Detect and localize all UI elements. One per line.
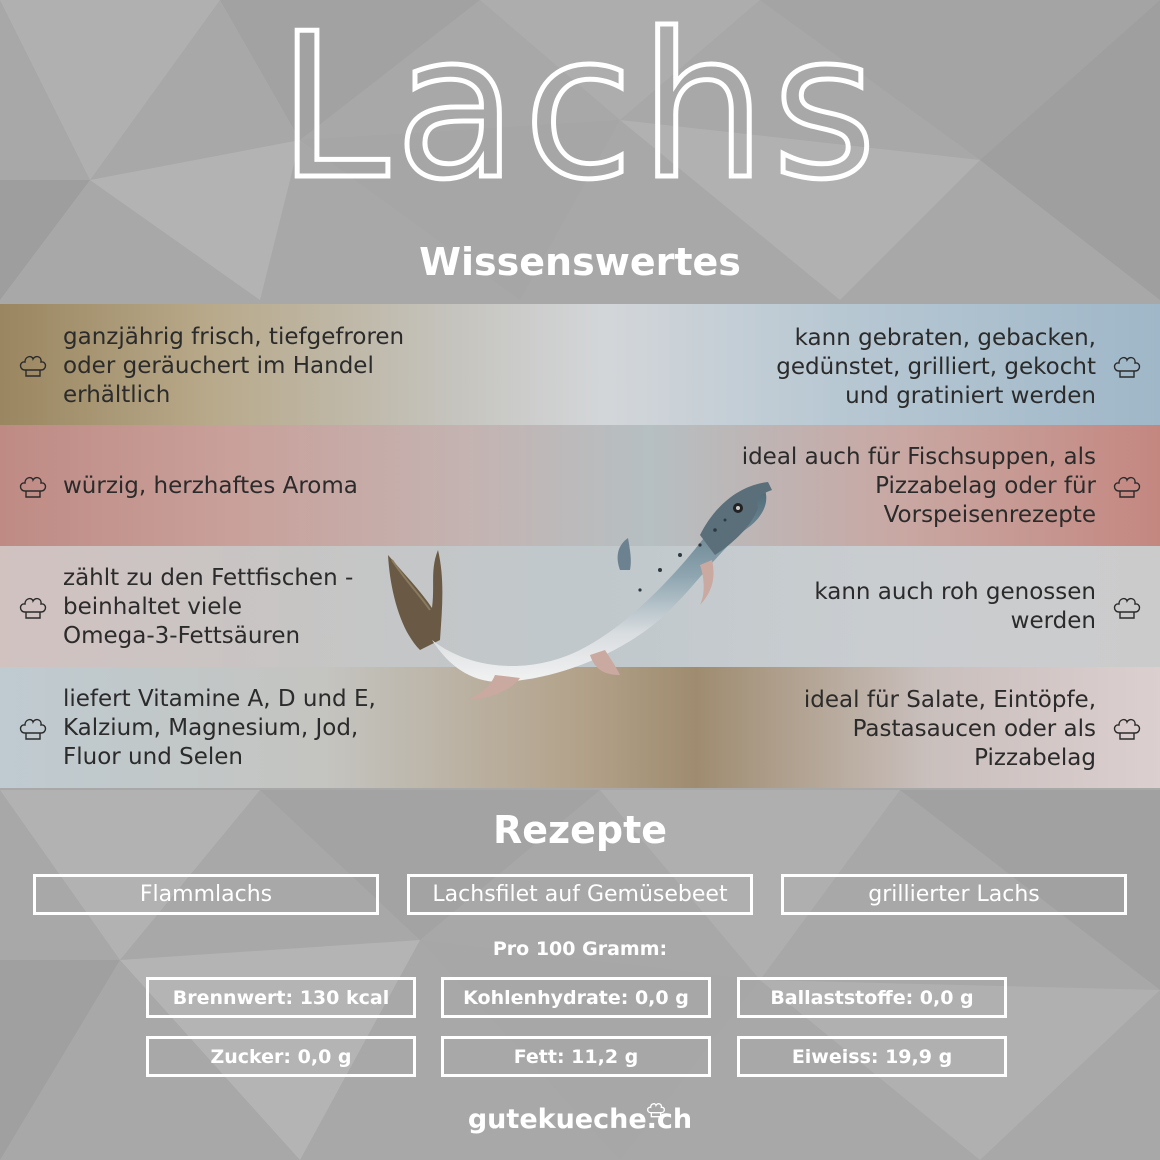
nutrition-title: Pro 100 Gramm: [492,938,668,960]
brand-logo-text: gutekueche.ch [467,1104,693,1135]
fact-left-1: ganzjährig frisch, tiefgefroren oder geräuchert im Handel erhältlich [63,324,405,408]
chef-hat-icon [1112,716,1142,742]
fact-left-2: würzig, herzhaftes Aroma [63,473,358,499]
recipe-button-flammlachs[interactable]: Flammlachs [33,874,379,915]
recipe-button-lachsfilet[interactable]: Lachsfilet auf Gemüsebeet [407,874,753,915]
nutrition-eiweiss: Eiweiss: 19,9 g [737,1036,1007,1077]
chef-hat-icon [1112,595,1142,621]
nutrition-brennwert: Brennwert: 130 kcal [146,977,416,1018]
fact-left-3: zählt zu den Fettfischen - beinhaltet viele Omega-3-Fettsäuren [63,565,354,649]
chef-hat-icon [18,474,48,500]
chef-hat-icon [646,1101,666,1119]
nutrition-zucker: Zucker: 0,0 g [146,1036,416,1077]
chef-hat-icon [18,353,48,379]
chef-hat-icon [18,595,48,621]
recipe-button-grillierter-lachs[interactable]: grillierter Lachs [781,874,1127,915]
fact-right-2: ideal auch für Fischsuppen, als Pizzabelag oder für Vorspeisenrezepte [741,444,1096,528]
salmon-image [360,460,790,720]
chef-hat-icon [1112,354,1142,380]
page-title: Lachs [277,0,883,224]
fact-right-1: kann gebraten, gebacken, gedünstet, grilliert, gekocht und gratiniert werden [776,325,1096,409]
nutrition-ballaststoffe: Ballaststoffe: 0,0 g [737,977,1007,1018]
chef-hat-icon [1112,474,1142,500]
fact-left-4: liefert Vitamine A, D und E, Kalzium, Magnesium, Jod, Fluor und Selen [63,686,376,770]
chef-hat-icon [18,716,48,742]
nutrition-kohlenhydrate: Kohlenhydrate: 0,0 g [441,977,711,1018]
nutrition-fett: Fett: 11,2 g [441,1036,711,1077]
section-title-rezepte: Rezepte [492,808,668,852]
fact-right-3: kann auch roh genossen werden [814,579,1096,634]
fact-right-4: ideal für Salate, Eintöpfe, Pastasaucen oder als Pizzabelag [803,687,1096,771]
section-title-wissenswertes: Wissenswertes [419,240,741,284]
